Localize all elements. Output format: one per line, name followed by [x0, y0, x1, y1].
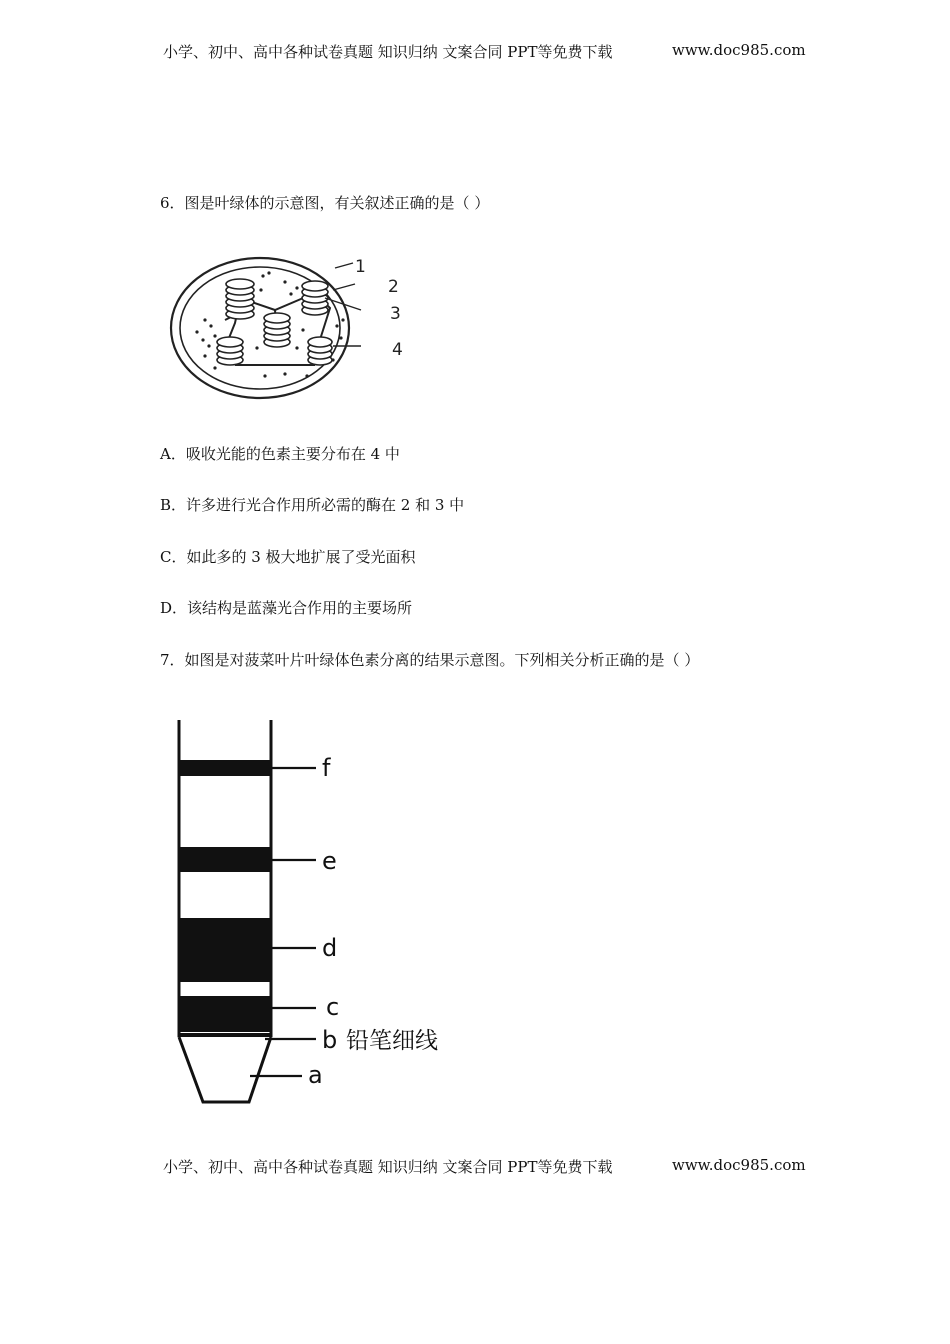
pencil-line-label: 铅笔细线: [346, 1028, 438, 1054]
band-label-c: c: [326, 993, 340, 1021]
q6-stem: 6．图是叶绿体的示意图，有关叙述正确的是（ ）: [160, 194, 490, 212]
q6-option-c: C．如此多的 3 极大地扩展了受光面积: [160, 548, 416, 566]
granum-1: [226, 279, 254, 319]
chloroplast-label-1: 1: [355, 257, 366, 277]
band-label-b: b: [322, 1026, 338, 1054]
granum-5: [308, 337, 332, 365]
header-site-link[interactable]: www.doc985.com: [672, 41, 806, 59]
band-label-f: f: [322, 754, 331, 782]
chromatography-diagram: [170, 712, 470, 1112]
chloroplast-label-4: 4: [392, 340, 403, 360]
q7-stem: 7．如图是对菠菜叶片叶绿体色素分离的结果示意图。下列相关分析正确的是（ ）: [160, 651, 700, 669]
granum-3: [264, 313, 290, 347]
chloroplast-diagram: [165, 248, 425, 408]
granum-4: [217, 337, 243, 365]
pigment-band-e: [179, 847, 271, 872]
band-label-a: a: [308, 1061, 323, 1089]
chloroplast-label-3: 3: [390, 304, 401, 324]
q6-option-d: D．该结构是蓝藻光合作用的主要场所: [160, 599, 413, 617]
pigment-band-c: [179, 996, 271, 1032]
granum-2: [302, 281, 328, 315]
pencil-line-b: [179, 1033, 271, 1037]
footer-text: 小学、初中、高中各种试卷真题 知识归纳 文案合同 PPT等免费下载: [163, 1158, 613, 1176]
q6-option-b: B．许多进行光合作用所必需的酶在 2 和 3 中: [160, 496, 465, 514]
pigment-band-f: [179, 760, 271, 776]
chloroplast-label-2: 2: [388, 277, 399, 297]
footer-site-link[interactable]: www.doc985.com: [672, 1156, 806, 1174]
pigment-band-d: [179, 918, 271, 982]
band-label-e: e: [322, 847, 337, 875]
q6-option-a: A．吸收光能的色素主要分布在 4 中: [160, 445, 400, 463]
outer-membrane: [171, 258, 349, 398]
filter-paper-strip: [179, 720, 271, 1102]
band-label-d: d: [322, 934, 338, 962]
header-text: 小学、初中、高中各种试卷真题 知识归纳 文案合同 PPT等免费下载: [163, 43, 613, 61]
